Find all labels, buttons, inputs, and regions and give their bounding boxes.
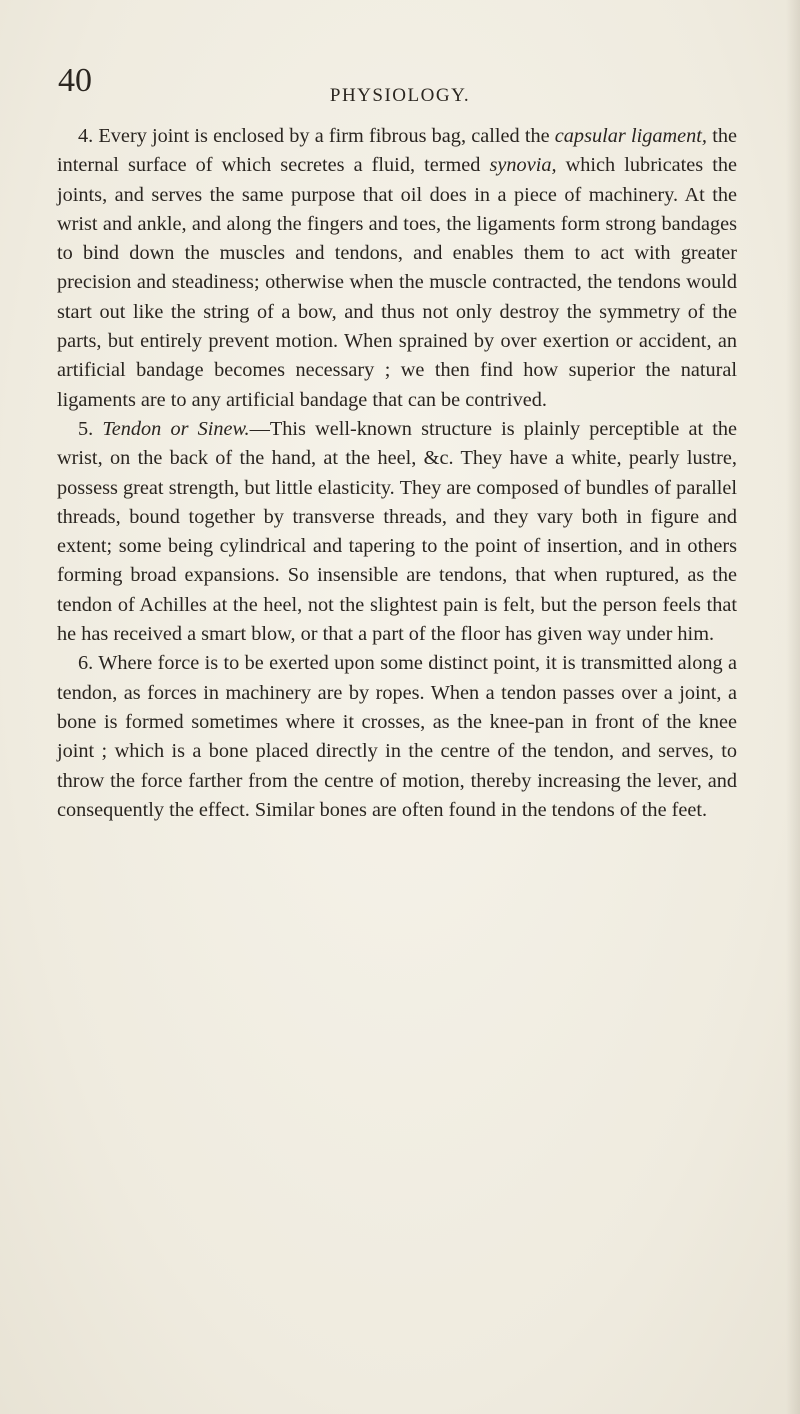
term-synovia: synovia, xyxy=(489,154,557,177)
text-span xyxy=(93,418,102,440)
paragraph-number: 4. xyxy=(78,125,94,147)
heading-tendon-or-sinew: Tendon or Sinew. xyxy=(102,417,250,440)
text-span: Every joint is enclosed by a firm fibrous bag, called the xyxy=(93,125,555,147)
term-capsular-ligament: capsular ligament, xyxy=(554,125,707,147)
body-text xyxy=(57,122,737,825)
text-span: the internal surface of which secretes a fluid, termed xyxy=(57,125,737,177)
paragraph-5 xyxy=(57,415,737,649)
paragraph-number: 6. xyxy=(78,652,94,675)
page-number: 40 xyxy=(58,62,92,99)
text-span: Where force is to be exerted upon some distinct point, it is transmitted along a tendon, as forces in machinery are by ropes. When a tendon passes over a joint, a bone is formed sometimes where it crosses, as the knee-pan in front of the knee joint ; which is a bone placed directly in the centre of the tendon, and serves, to throw the force farther from the centre of motion, thereby increasing the lever, and consequently the effect. Similar bones are often found in the tendons of the feet. xyxy=(57,652,737,821)
text-span: —This well-known structure is plainly perceptible at the wrist, on the back of the hand, at the heel, &c. They have a white, pearly lustre, possess great strength, but little elasticity. They are composed of bundles of parallel threads, bound together by transverse threads, and they vary both in figure and extent; some being cylindrical and tapering to the point of insertion, and in others forming broad expansions. So insensible are tendons, that when ruptured, as the tendon of Achilles at the heel, not the slightest pain is felt, but the person feels that he has received a smart blow, or that a part of the floor has given way under him. xyxy=(57,417,737,646)
running-head: PHYSIOLOGY. xyxy=(329,85,471,106)
paragraph-6 xyxy=(57,649,737,825)
paragraph-number: 5. xyxy=(78,417,94,440)
paragraph-4 xyxy=(57,122,737,415)
text-span: which lubricates the joints, and serves the same purpose that oil does in a piece of machinery. At the wrist and ankle, and along the fingers and toes, the ligaments form strong bandages to bind down the muscles and tendons, and enables them to act with greater precision and steadiness; otherwise when the muscle contracted, the tendons would start out like the string of a bow, and thus not only destroy the symmetry of the parts, but entirely prevent motion. When sprained by over exertion or accident, an artificial bandage becomes necessary ; we then find how superior the natural ligaments are to any artificial bandage that can be contrived. xyxy=(57,154,737,411)
page-edge-shadow xyxy=(786,0,800,1414)
